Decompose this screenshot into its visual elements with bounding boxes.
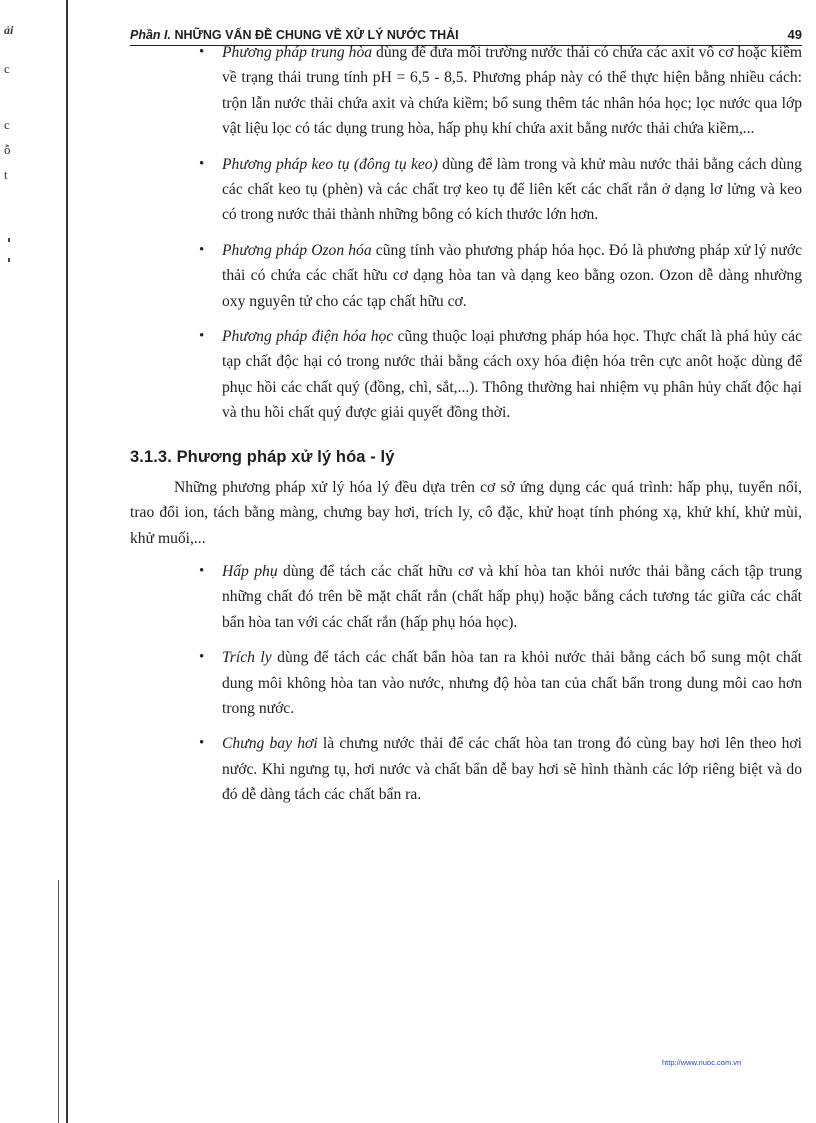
list-item	[130, 324, 802, 426]
list-item-text: là chưng nước thải để các chất hòa tan trong đó cùng bay hơi lên theo hơi nước. Khi ngưng tụ, hơi nước và chất bẩn dễ bay hơi sẽ hình thành các lớp riêng biệt và do đó dễ dàng tách các chất bẩn ra.	[222, 735, 802, 804]
page-body	[130, 40, 802, 818]
list-item-text: dùng để làm trong và khử màu nước thải bằng cách dùng các chất keo tụ (phèn) và các chất trợ keo tụ để liên kết các chất rắn ở dạng lơ lửng và keo có trong nước thải thành những bông có kích thước lớn hơn.	[222, 155, 802, 224]
bullet-icon: •	[199, 44, 205, 60]
bullet-icon: •	[199, 328, 205, 345]
list-item-text: dùng để tách các chất bẩn hòa tan ra khỏi nước thải bằng cách bổ sung một chất dung môi không hòa tan vào nước, nhưng độ hòa tan của chất bẩn trong dung môi cao hơn trong nước.	[222, 649, 802, 717]
list-item-term: Trích ly	[222, 649, 272, 667]
bullet-icon: •	[199, 155, 205, 172]
bullet-icon: •	[199, 649, 205, 666]
header-part-label: Phần I.	[130, 28, 171, 42]
margin-fragment: c	[4, 117, 10, 132]
list-item-term: Hấp phụ	[222, 562, 278, 580]
book-gutter-line	[66, 0, 68, 1123]
section-heading: 3.1.3. Phương pháp xử lý hóa - lý	[130, 447, 395, 466]
list-item	[130, 645, 802, 721]
margin-fragment: ải	[4, 23, 14, 37]
list-item	[130, 152, 802, 228]
bullet-icon: •	[199, 562, 205, 579]
margin-mark	[8, 238, 10, 242]
list-item-term: Phương pháp Ozon hóa	[222, 241, 372, 259]
list-item-text: dùng để tách các chất hữu cơ và khí hòa tan khỏi nước thải bằng cách tập trung những chất đó trên bề mặt chất rắn (chất hấp phụ) hoặc bằng cách tương tác giữa các chất bẩn hòa tan với các chất rắn (hấp phụ hóa học).	[222, 562, 802, 631]
list-item	[130, 40, 802, 142]
physicochemical-methods-list	[130, 559, 802, 808]
bullet-icon: •	[199, 241, 205, 258]
bullet-icon: •	[199, 735, 205, 752]
margin-fragment: ỗ	[4, 142, 11, 157]
list-item-text: dùng để đưa môi trường nước thải có chứa các axit vô cơ hoặc kiềm về trạng thái trung tính pH = 6,5 - 8,5. Phương pháp này có thể thực hiện bằng nhiều cách: trộn lẫn nước thải chứa axit và chứa kiềm; bổ sung thêm tác nhân hóa học; lọc nước qua lớp vật liệu lọc có tác dụng trung hòa, hấp phụ khí chứa axit bằng nước thải chứa kiềm,...	[222, 44, 802, 138]
header-title: NHỮNG VẤN ĐỀ CHUNG VỀ XỬ LÝ NƯỚC THẢI	[174, 28, 459, 42]
margin-mark	[8, 258, 10, 262]
list-item	[130, 731, 802, 807]
list-item-term: Phương pháp trung hòa	[222, 44, 373, 61]
margin-fragment: t	[4, 167, 8, 182]
list-item	[130, 559, 802, 635]
list-item-term: Phương pháp điện hóa học	[222, 328, 394, 346]
source-watermark: http://www.nuoc.com.vn	[662, 1058, 742, 1067]
list-item-text: cũng thuộc loại phương pháp hóa học. Thực chất là phá hủy các tạp chất độc hại có trong nước thải bằng cách oxy hóa điện hóa trên cực anôt hoặc dùng để phục hồi các chất quý (đồng, chì, sắt,...). Thông thường hai nhiệm vụ phân hủy chất độc hại và thu hồi chất quý được giải quyết đồng thời.	[222, 328, 803, 422]
margin-fragment: c	[4, 61, 10, 76]
chemical-methods-list	[130, 40, 802, 426]
list-item-text: cũng tính vào phương pháp hóa học. Đó là phương pháp xử lý nước thải có chứa các chất hữu cơ dạng hòa tan và dạng keo bằng ozon. Ozon dễ dàng nhường oxy nguyên tử cho các tạp chất hữu cơ.	[222, 241, 802, 310]
book-gutter-line-secondary	[58, 880, 59, 1123]
list-item-term: Chưng bay hơi	[222, 735, 318, 753]
section-intro-paragraph: Những phương pháp xử lý hóa lý đều dựa trên cơ sở ứng dụng các quá trình: hấp phụ, tuyển nổi, trao đổi ion, tách bằng màng, chưng bay hơi, trích ly, cô đặc, khử hoạt tính phóng xạ, khử khí, khử mùi, khử muối,...	[130, 478, 802, 547]
page-number: 49	[787, 27, 802, 42]
list-item	[130, 238, 802, 314]
list-item-term: Phương pháp keo tụ (đông tụ keo)	[222, 155, 438, 173]
